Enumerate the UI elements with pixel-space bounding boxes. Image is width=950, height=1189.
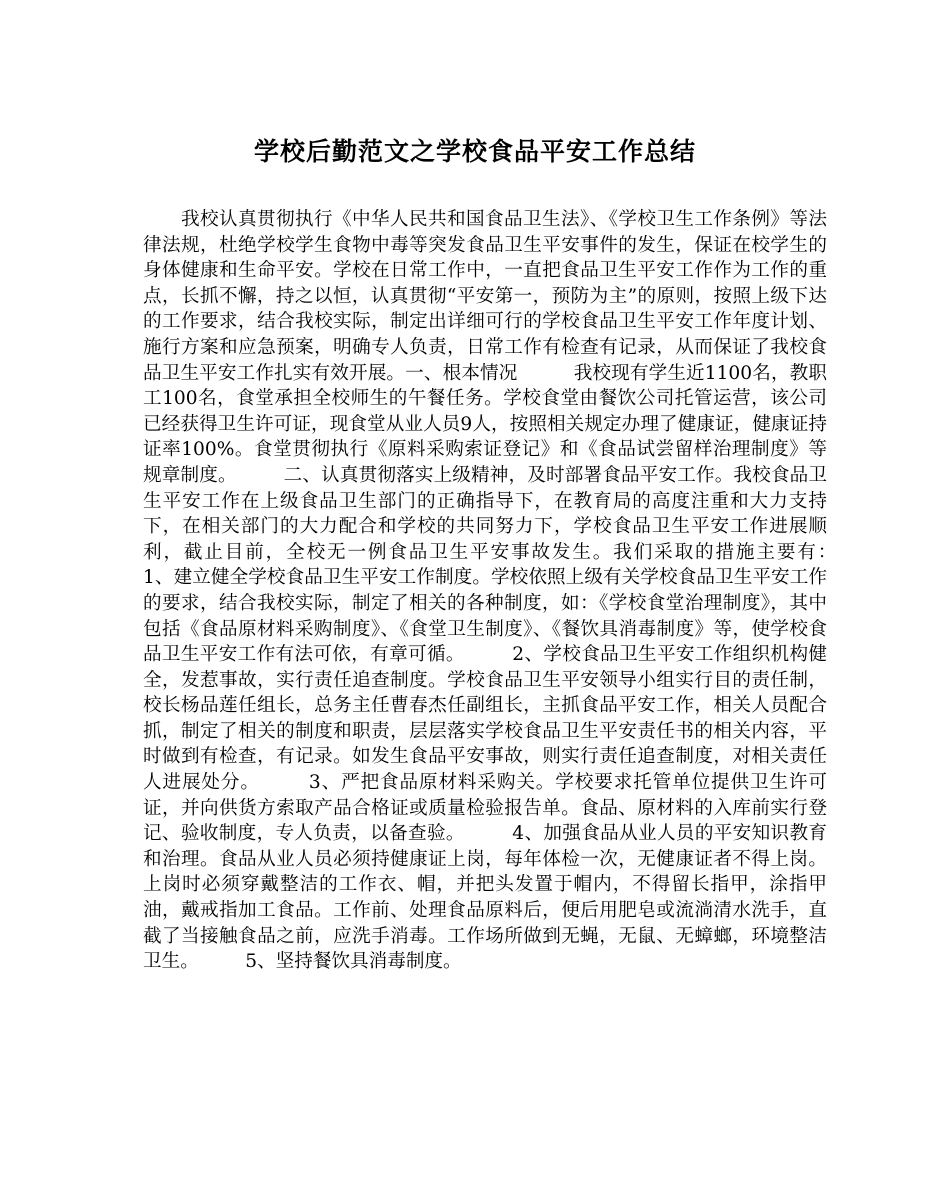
document-body-paragraph: 我校认真贯彻执行《中华人民共和国食品卫生法》、《学校卫生工作条例》等法律法规，杜绝学校学生食物中毒等突发食品卫生平安事件的发生，保证在校学生的身体健康和生命平安。学校在日常工作中，一直把食品卫生平安工作作为工作的重点，长抓不懈，持之以恒，认真贯彻“平安第一，预防为主”的原则，按照上级下达的工作要求，结合我校实际，制定出详细可行的学校食品卫生平安工作年度计划、施行方案和应急预案，明确专人负责，日常工作有检查有记录，从而保证了我校食品卫生平安工作扎实有效开展。一、根本情况 我校现有学生近1100名，教职工100名，食堂承担全校师生的午餐任务。学校食堂由餐饮公司托管运营，该公司已经获得卫生许可证，现食堂从业人员9人，按照相关规定办理了健康证，健康证持证率100%。食堂贯彻执行《原料采购索证登记》和《食品试尝留样治理制度》等规章制度。 二、认真贯彻落实上级精神，及时部署食品平安工作。我校食品卫生平安工作在上级食品卫生部门的正确指导下，在教育局的高度注重和大力支持下，在相关部门的大力配合和学校的共同努力下，学校食品卫生平安工作进展顺利，截止目前，全校无一例食品卫生平安事故发生。我们采取的措施主要有： 1、建立健全学校食品卫生平安工作制度。学校依照上级有关学校食品卫生平安工作的要求，结合我校实际，制定了相关的各种制度，如：《学校食堂治理制度》，其中包括《食品原材料采购制度》、《食堂卫生制度》、《餐饮具消毒制度》等，使学校食品卫生平安工作有法可依，有章可循。 2、学校食品卫生平安工作组织机构健全，发惹事故，实行责任追查制度。学校食品卫生平安领导小组实行目的责任制，校长杨品莲任组长，总务主任曹春杰任副组长，主抓食品平安工作，相关人员配合抓，制定了相关的制度和职责，层层落实学校食品卫生平安责任书的相关内容，平时做到有检查，有记录。如发生食品平安事故，则实行责任追查制度，对相关责任人进展处分。 3、严把食品原材料采购关。学校要求托管单位提供卫生许可证，并向供货方索取产品合格证或质量检验报告单。食品、原材料的入库前实行登记、验收制度，专人负责，以备查验。 4、加强食品从业人员的平安知识教育和治理。食品从业人员必须持健康证上岗，每年体检一次，无健康证者不得上岗。上岗时必须穿戴整洁的工作衣、帽，并把头发置于帽内，不得留长指甲，涂指甲油，戴戒指加工食品。工作前、处理食品原料后，便后用肥皂或流淌清水洗手，直截了当接触食品之前，应洗手消毒。工作场所做到无蝇，无鼠、无蟑螂，环境整洁卫生。 5、坚持餐饮具消毒制度。 [143, 209, 883, 973]
document-title: 学校后勤范文之学校食品平安工作总结 [253, 137, 696, 166]
